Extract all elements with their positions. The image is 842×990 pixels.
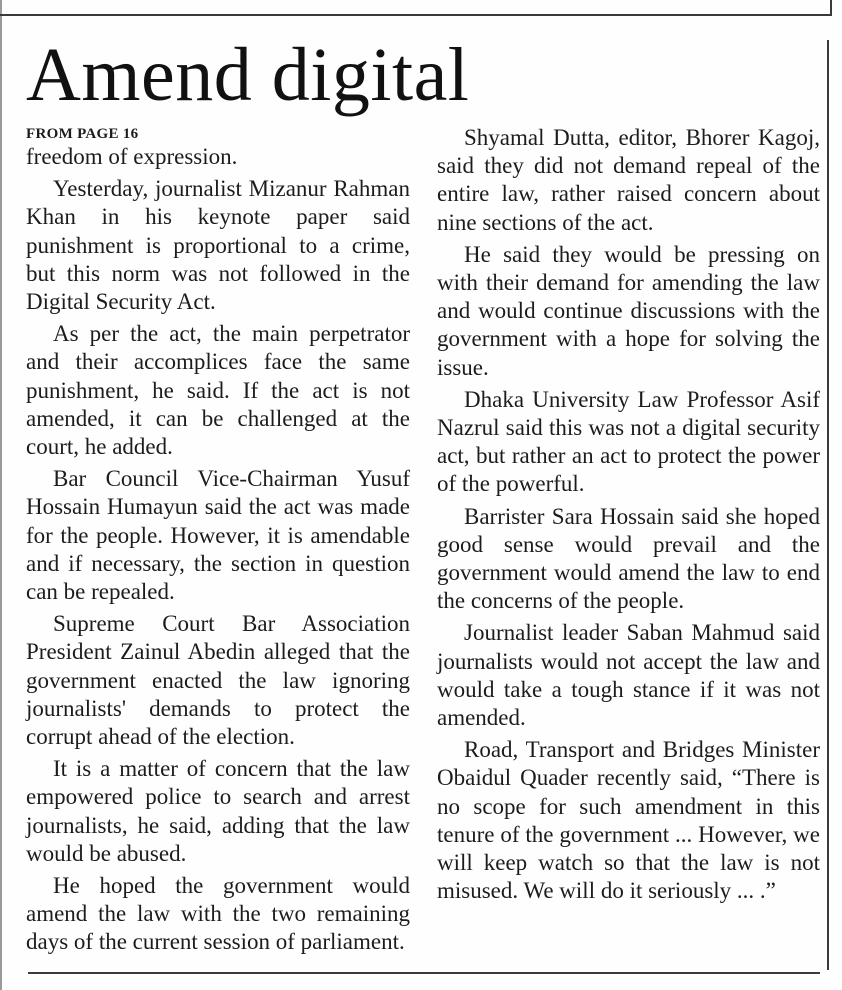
paragraph: Dhaka University Law Professor Asif Nazrul said this was not a digital security act, but rather an act to protect the power of the powerful.	[437, 386, 820, 497]
right-top-tick-rule	[830, 0, 832, 16]
left-border-rule	[0, 0, 2, 990]
paragraph: Yesterday, journalist Mizanur Rahman Khan in his keynote paper said punishment is proportional to a crime, but this norm was not followed in the Digital Security Act.	[26, 176, 410, 315]
top-border-rule	[0, 14, 830, 16]
article-column-right	[437, 124, 820, 905]
paragraph: He said they would be pressing on with their demand for amending the law and would continue discussions with the government with a hope for solving the issue.	[437, 241, 820, 380]
paragraph: As per the act, the main perpetrator and their accomplices face the same punishment, he said. If the act is not amended, it can be challenged at the court, he added.	[26, 321, 410, 460]
paragraph: Road, Transport and Bridges Minister Obaidul Quader recently said, “There is no scope for such amendment in this tenure of the government ... However, we will keep watch so that the law is not misused. We will do it seriously ... .”	[437, 737, 820, 904]
paragraph: freedom of expression.	[26, 144, 238, 169]
article-headline: Amend digital	[26, 33, 470, 117]
paragraph: He hoped the government would amend the law with the two remaining days of the current session of parliament.	[26, 873, 410, 955]
article-column-left	[26, 125, 410, 957]
paragraph: Shyamal Dutta, editor, Bhorer Kagoj, said they did not demand repeal of the entire law, rather raised concern about nine sections of the act.	[437, 125, 820, 235]
paragraph: It is a matter of concern that the law empowered police to search and arrest journalists, he said, adding that the law would be abused.	[26, 756, 410, 866]
jump-label: FROM PAGE 16	[26, 126, 139, 142]
paragraph: Bar Council Vice-Chairman Yusuf Hossain Humayun said the act was made for the people. However, it is amendable and if necessary, the section in question can be repealed.	[26, 466, 410, 605]
right-border-rule	[827, 40, 829, 970]
paragraph: Journalist leader Saban Mahmud said journalists would not accept the law and would take a tough stance if it was not amended.	[437, 620, 820, 731]
paragraph: Barrister Sara Hossain said she hoped good sense would prevail and the government would amend the law to end the concerns of the people.	[437, 503, 820, 614]
bottom-border-rule	[28, 972, 820, 974]
paragraph: Supreme Court Bar Association President Zainul Abedin alleged that the government enacted the law ignoring journalists' demands to protect the corrupt ahead of the election.	[26, 611, 410, 750]
